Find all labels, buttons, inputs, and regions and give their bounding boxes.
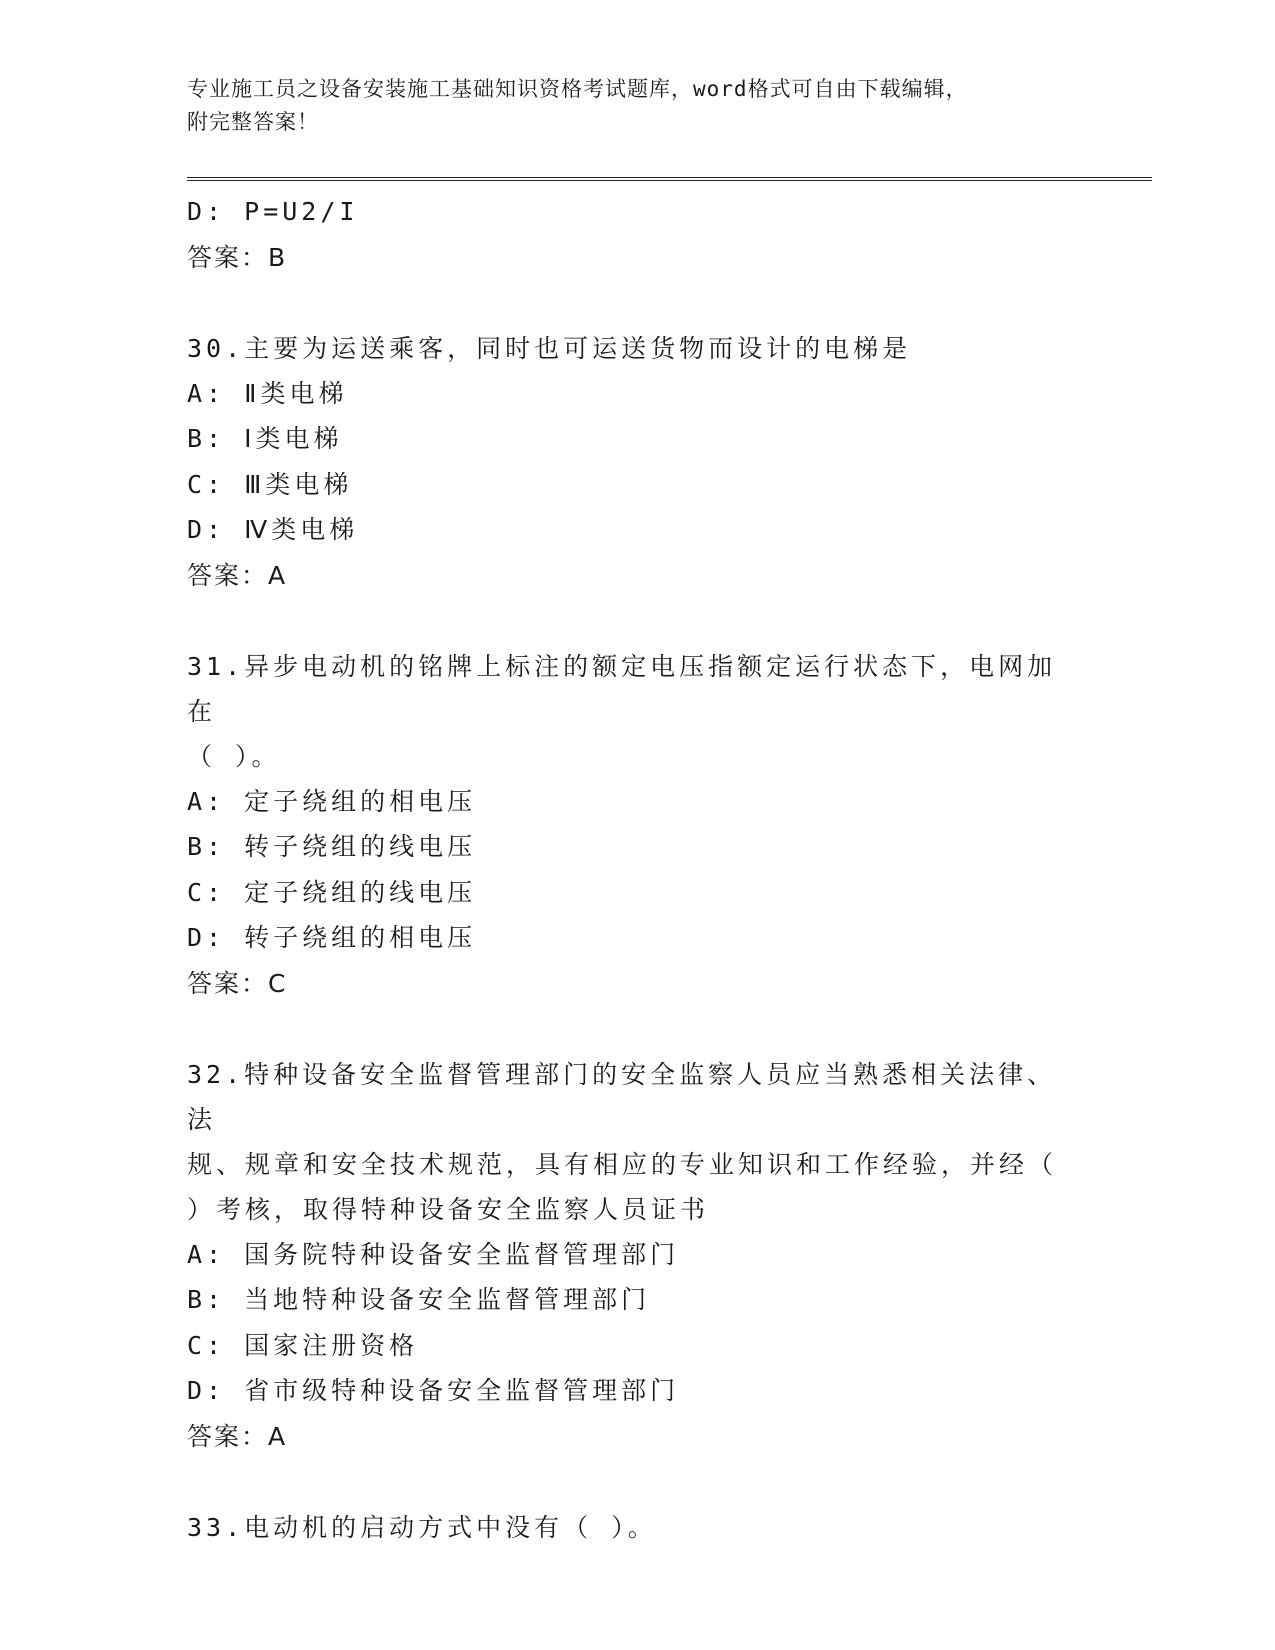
answer-line: 答案：C xyxy=(187,968,288,998)
question-text: ）考核，取得特种设备安全监察人员证书 xyxy=(187,1194,710,1224)
previous-question-tail xyxy=(187,189,1067,281)
option-b: B: 转子绕组的线电压 xyxy=(187,832,477,861)
question-33 xyxy=(187,1505,1067,1550)
option-a: A: 国务院特种设备安全监督管理部门 xyxy=(187,1239,680,1269)
question-list xyxy=(187,189,1067,1550)
header-divider xyxy=(187,177,1152,181)
option-c: C: 定子绕组的线电压 xyxy=(187,877,477,907)
answer-line: 答案：B xyxy=(187,242,288,272)
question-text: 32.特种设备安全监督管理部门的安全监察人员应当熟悉相关法律、法 xyxy=(187,1059,1057,1134)
question-text: 33.电动机的启动方式中没有（ ）。 xyxy=(187,1512,657,1542)
option-b: B: 当地特种设备安全监督管理部门 xyxy=(187,1285,651,1314)
question-32 xyxy=(187,1052,1067,1460)
option-d: D: P=U2/I xyxy=(187,197,359,226)
option-c: C: Ⅲ类电梯 xyxy=(187,469,353,499)
option-a: A: 定子绕组的相电压 xyxy=(187,786,477,816)
option-d: D: 转子绕组的相电压 xyxy=(187,923,477,952)
question-text: 规、规章和安全技术规范，具有相应的专业知识和工作经验，并经（ xyxy=(187,1149,1058,1179)
question-text: 31.异步电动机的铭牌上标注的额定电压指额定运行状态下，电网加在 xyxy=(187,651,1057,726)
question-text: （ ）。 xyxy=(187,741,281,771)
document-header xyxy=(187,73,1067,139)
option-b: B: Ⅰ类电梯 xyxy=(187,424,343,453)
option-c: C: 国家注册资格 xyxy=(187,1330,419,1360)
question-30 xyxy=(187,326,1067,599)
answer-line: 答案：A xyxy=(187,1421,288,1451)
answer-line: 答案：A xyxy=(187,560,288,590)
option-d: D: 省市级特种设备安全监督管理部门 xyxy=(187,1376,680,1405)
header-line-2: 附完整答案！ xyxy=(187,110,319,134)
question-31 xyxy=(187,644,1067,1007)
question-text: 30.主要为运送乘客，同时也可运送货物而设计的电梯是 xyxy=(187,333,912,363)
header-line-1: 专业施工员之设备安装施工基础知识资格考试题库，word格式可自由下载编辑， xyxy=(187,77,968,101)
option-a: A: Ⅱ类电梯 xyxy=(187,378,348,408)
option-d: D: Ⅳ类电梯 xyxy=(187,515,359,544)
